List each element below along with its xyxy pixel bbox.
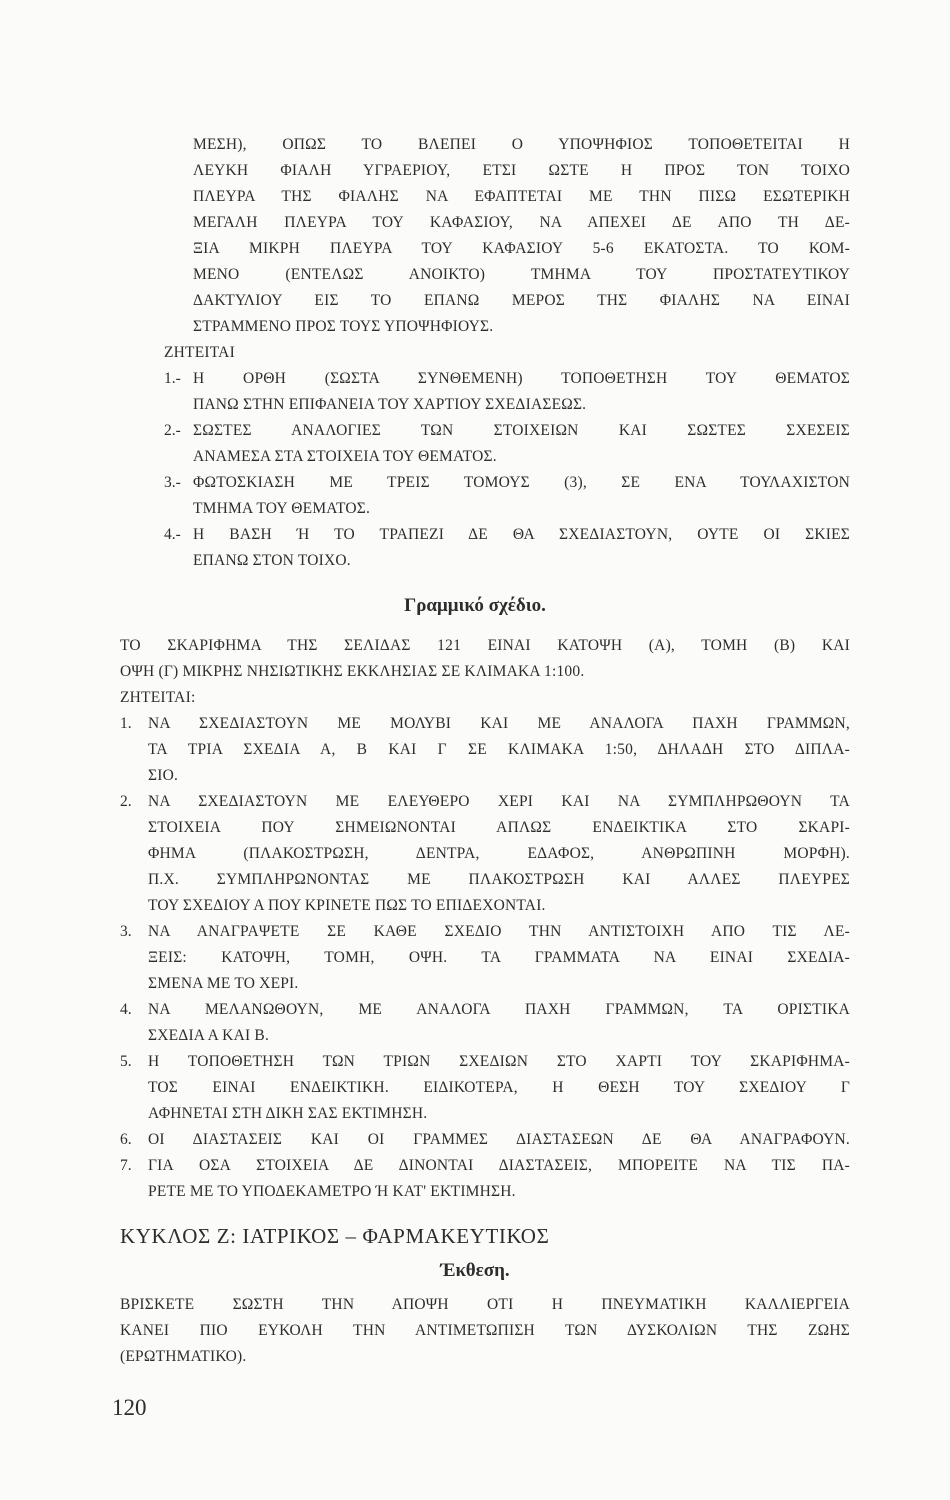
section-heading-essay: Έκθεση.: [440, 1260, 510, 1281]
list-item-number: 6.: [120, 1131, 132, 1148]
list-item-line: Η ΟΡΘΗ (ΣΩΣΤΑ ΣΥΝΘΕΜΕΝΗ) ΤΟΠΟΘΕΤΗΣΗ ΤΟΥ ΘΕΜΑΤΟΣ: [193, 370, 850, 387]
intro-line: ΞΙΑ ΜΙΚΡΗ ΠΛΕΥΡΑ ΤΟΥ ΚΑΦΑΣΙΟΥ 5-6 ΕΚΑΤΟΣΤΑ. ΤΟ ΚΟΜ-: [193, 240, 850, 257]
list-item-line: ΤΟΥ ΣΧΕΔΙΟΥ Α ΠΟΥ ΚΡΙΝΕΤΕ ΠΩΣ ΤΟ ΕΠΙΔΕΧΟΝΤΑΙ.: [148, 897, 546, 914]
list-item-line: ΣΙΟ.: [148, 767, 179, 784]
list-item-number: 4.: [120, 1001, 132, 1018]
list-item-line: ΤΑ ΤΡΙΑ ΣΧΕΔΙΑ Α, Β ΚΑΙ Γ ΣΕ ΚΛΙΜΑΚΑ 1:50, ΔΗΛΑΔΗ ΣΤΟ ΔΙΠΛΑ-: [148, 741, 850, 758]
page-number: 120: [112, 1395, 147, 1420]
list-item-number: 2.: [120, 793, 132, 810]
list-item-line: ΣΧΕΔΙΑ Α ΚΑΙ Β.: [148, 1027, 270, 1044]
list-item-line: Η ΤΟΠΟΘΕΤΗΣΗ ΤΩΝ ΤΡΙΩΝ ΣΧΕΔΙΩΝ ΣΤΟ ΧΑΡΤΙ ΤΟΥ ΣΚΑΡΙΦΗΜΑ-: [148, 1053, 850, 1070]
essay-line: ΚΑΝΕΙ ΠΙΟ ΕΥΚΟΛΗ ΤΗΝ ΑΝΤΙΜΕΤΩΠΙΣΗ ΤΩΝ ΔΥΣΚΟΛΙΩΝ ΤΗΣ ΖΩΗΣ: [120, 1322, 850, 1339]
requirements-label: ΖΗΤΕΙΤΑΙ:: [120, 689, 196, 706]
list-item-line: ΕΠΑΝΩ ΣΤΟΝ ΤΟΙΧΟ.: [193, 552, 351, 569]
intro-line: ΜΕΓΑΛΗ ΠΛΕΥΡΑ ΤΟΥ ΚΑΦΑΣΙΟΥ, ΝΑ ΑΠΕΧΕΙ ΔΕ ΑΠΟ ΤΗ ΔΕ-: [193, 214, 850, 231]
list-item-line: ΦΩΤΟΣΚΙΑΣΗ ΜΕ ΤΡΕΙΣ ΤΟΜΟΥΣ (3), ΣΕ ΕΝΑ ΤΟΥΛΑΧΙΣΤΟΝ: [193, 474, 850, 491]
section-heading-drawing: Γραμμικό σχέδιο.: [404, 595, 546, 616]
list-item-number: 7.: [120, 1157, 132, 1174]
drawing-intro-line: ΤΟ ΣΚΑΡΙΦΗΜΑ ΤΗΣ ΣΕΛΙΔΑΣ 121 ΕΙΝΑΙ ΚΑΤΟΨΗ (Α), ΤΟΜΗ (Β) ΚΑΙ: [120, 637, 850, 654]
list-item-number: 3.: [120, 923, 132, 940]
list-item-line: ΑΝΑΜΕΣΑ ΣΤΑ ΣΤΟΙΧΕΙΑ ΤΟΥ ΘΕΜΑΤΟΣ.: [193, 448, 497, 465]
list-item-line: ΣΤΟΙΧΕΙΑ ΠΟΥ ΣΗΜΕΙΩΝΟΝΤΑΙ ΑΠΛΩΣ ΕΝΔΕΙΚΤΙΚΑ ΣΤΟ ΣΚΑΡΙ-: [148, 819, 850, 836]
list-item-number: 5.: [120, 1053, 132, 1070]
list-item-line: Π.Χ. ΣΥΜΠΛΗΡΩΝΟΝΤΑΣ ΜΕ ΠΛΑΚΟΣΤΡΩΣΗ ΚΑΙ ΑΛΛΕΣ ΠΛΕΥΡΕΣ: [148, 871, 850, 888]
intro-line: ΜΕΝΟ (ΕΝΤΕΛΩΣ ΑΝΟΙΚΤΟ) ΤΜΗΜΑ ΤΟΥ ΠΡΟΣΤΑΤΕΥΤΙΚΟΥ: [193, 266, 850, 283]
list-item-line: ΡΕΤΕ ΜΕ ΤΟ ΥΠΟΔΕΚΑΜΕΤΡΟ Ή ΚΑΤ' ΕΚΤΙΜΗΣΗ.: [148, 1183, 516, 1200]
list-item-number: 2.-: [164, 422, 181, 439]
list-item-line: ΞΕΙΣ: ΚΑΤΟΨΗ, ΤΟΜΗ, ΟΨΗ. ΤΑ ΓΡΑΜΜΑΤΑ ΝΑ ΕΙΝΑΙ ΣΧΕΔΙΑ-: [148, 949, 850, 966]
intro-line: ΠΛΕΥΡΑ ΤΗΣ ΦΙΑΛΗΣ ΝΑ ΕΦΑΠΤΕΤΑΙ ΜΕ ΤΗΝ ΠΙΣΩ ΕΣΩΤΕΡΙΚΗ: [193, 188, 850, 205]
intro-line: ΔΑΚΤΥΛΙΟΥ ΕΙΣ ΤΟ ΕΠΑΝΩ ΜΕΡΟΣ ΤΗΣ ΦΙΑΛΗΣ ΝΑ ΕΙΝΑΙ: [193, 292, 850, 309]
list-item-line: ΠΑΝΩ ΣΤΗΝ ΕΠΙΦΑΝΕΙΑ ΤΟΥ ΧΑΡΤΙΟΥ ΣΧΕΔΙΑΣΕΩΣ.: [193, 396, 587, 413]
list-item-number: 3.-: [164, 474, 181, 491]
list-item-line: ΤΟΣ ΕΙΝΑΙ ΕΝΔΕΙΚΤΙΚΗ. ΕΙΔΙΚΟΤΕΡΑ, Η ΘΕΣΗ ΤΟΥ ΣΧΕΔΙΟΥ Γ: [148, 1079, 850, 1096]
requirements-label: ΖΗΤΕΙΤΑΙ: [164, 344, 235, 361]
list-item-line: ΦΗΜΑ (ΠΛΑΚΟΣΤΡΩΣΗ, ΔΕΝΤΡΑ, ΕΔΑΦΟΣ, ΑΝΘΡΩΠΙΝΗ ΜΟΡΦΗ).: [148, 845, 850, 862]
list-item-line: ΣΩΣΤΕΣ ΑΝΑΛΟΓΙΕΣ ΤΩΝ ΣΤΟΙΧΕΙΩΝ ΚΑΙ ΣΩΣΤΕΣ ΣΧΕΣΕΙΣ: [193, 422, 850, 439]
list-item-line: ΝΑ ΣΧΕΔΙΑΣΤΟΥΝ ΜΕ ΕΛΕΥΘΕΡΟ ΧΕΡΙ ΚΑΙ ΝΑ ΣΥΜΠΛΗΡΩΘΟΥΝ ΤΑ: [148, 793, 850, 810]
intro-line: ΜΕΣΗ), ΟΠΩΣ ΤΟ ΒΛΕΠΕΙ Ο ΥΠΟΨΗΦΙΟΣ ΤΟΠΟΘΕΤΕΙΤΑΙ Η: [193, 136, 850, 153]
essay-line: ΒΡΙΣΚΕΤΕ ΣΩΣΤΗ ΤΗΝ ΑΠΟΨΗ ΟΤΙ Η ΠΝΕΥΜΑΤΙΚΗ ΚΑΛΛΙΕΡΓΕΙΑ: [120, 1296, 850, 1313]
intro-line: ΛΕΥΚΗ ΦΙΑΛΗ ΥΓΡΑΕΡΙΟΥ, ΕΤΣΙ ΩΣΤΕ Η ΠΡΟΣ ΤΟΝ ΤΟΙΧΟ: [193, 162, 850, 179]
intro-line: ΣΤΡΑΜΜΕΝΟ ΠΡΟΣ ΤΟΥΣ ΥΠΟΨΗΦΙΟΥΣ.: [193, 318, 494, 335]
list-item-line: Η ΒΑΣΗ Ή ΤΟ ΤΡΑΠΕΖΙ ΔΕ ΘΑ ΣΧΕΔΙΑΣΤΟΥΝ, ΟΥΤΕ ΟΙ ΣΚΙΕΣ: [193, 526, 850, 543]
list-item-number: 4.-: [164, 526, 181, 543]
list-item-line: ΝΑ ΣΧΕΔΙΑΣΤΟΥΝ ΜΕ ΜΟΛΥΒΙ ΚΑΙ ΜΕ ΑΝΑΛΟΓΑ ΠΑΧΗ ΓΡΑΜΜΩΝ,: [148, 715, 850, 732]
list-item-line: ΝΑ ΜΕΛΑΝΩΘΟΥΝ, ΜΕ ΑΝΑΛΟΓΑ ΠΑΧΗ ΓΡΑΜΜΩΝ, ΤΑ ΟΡΙΣΤΙΚΑ: [148, 1001, 850, 1018]
list-item-line: ΟΙ ΔΙΑΣΤΑΣΕΙΣ ΚΑΙ ΟΙ ΓΡΑΜΜΕΣ ΔΙΑΣΤΑΣΕΩΝ ΔΕ ΘΑ ΑΝΑΓΡΑΦΟΥΝ.: [148, 1131, 850, 1148]
essay-line: (ΕΡΩΤΗΜΑΤΙΚΟ).: [120, 1348, 247, 1365]
list-item-line: ΑΦΗΝΕΤΑΙ ΣΤΗ ΔΙΚΗ ΣΑΣ ΕΚΤΙΜΗΣΗ.: [148, 1105, 428, 1122]
list-item-line: ΝΑ ΑΝΑΓΡΑΨΕΤΕ ΣΕ ΚΑΘΕ ΣΧΕΔΙΟ ΤΗΝ ΑΝΤΙΣΤΟΙΧΗ ΑΠΟ ΤΙΣ ΛΕ-: [148, 923, 850, 940]
list-item-line: ΓΙΑ ΟΣΑ ΣΤΟΙΧΕΙΑ ΔΕ ΔΙΝΟΝΤΑΙ ΔΙΑΣΤΑΣΕΙΣ, ΜΠΟΡΕΙΤΕ ΝΑ ΤΙΣ ΠΑ-: [148, 1157, 850, 1174]
list-item-line: ΣΜΕΝΑ ΜΕ ΤΟ ΧΕΡΙ.: [148, 975, 299, 992]
list-item-number: 1.: [120, 715, 132, 732]
drawing-intro-line: ΟΨΗ (Γ) ΜΙΚΡΗΣ ΝΗΣΙΩΤΙΚΗΣ ΕΚΚΛΗΣΙΑΣ ΣΕ ΚΛΙΜΑΚΑ 1:100.: [120, 663, 585, 680]
list-item-number: 1.-: [164, 370, 181, 387]
list-item-line: ΤΜΗΜΑ ΤΟΥ ΘΕΜΑΤΟΣ.: [193, 500, 371, 517]
cycle-title: ΚΥΚΛΟΣ Ζ: ΙΑΤΡΙΚΟΣ – ΦΑΡΜΑΚΕΥΤΙΚΟΣ: [120, 1224, 550, 1248]
